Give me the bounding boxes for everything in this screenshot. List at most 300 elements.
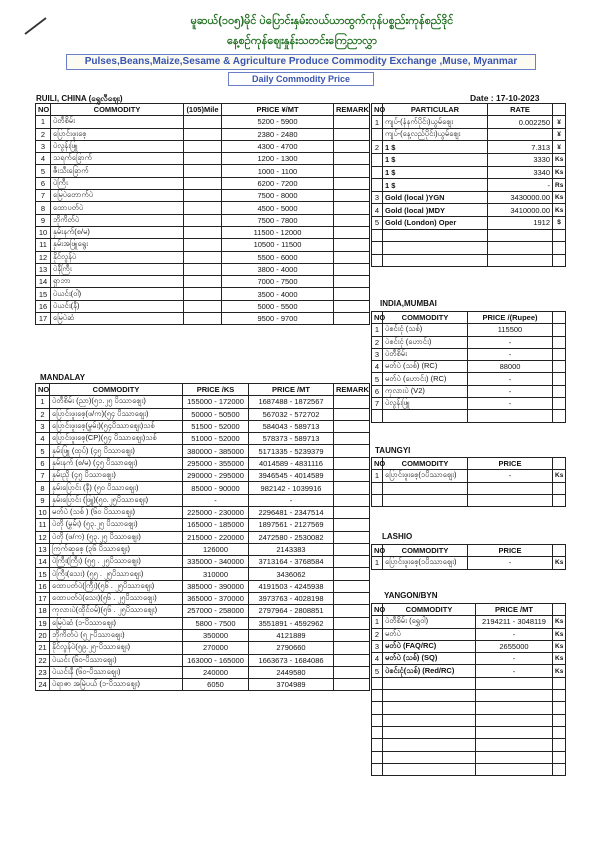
table-cell — [553, 726, 566, 738]
table-row — [36, 190, 370, 202]
table-cell: Ks — [553, 616, 566, 628]
table-cell: 2194211 - 3048119 — [476, 616, 553, 628]
table-cell: 9500 - 9700 — [222, 313, 334, 325]
table-cell: 7 — [372, 398, 383, 410]
table-cell: 3713164 - 3768584 — [249, 556, 334, 568]
column-header — [553, 312, 566, 324]
header-title-mm: မူဆယ်(၁၀၅)မိုင် ပဲပြောင်းနှမ်းလယ်ယာထွက်ကုန်ပစ္စည်းကုန်စည်ဒိုင် — [190, 15, 454, 27]
table-cell: ကျပ်-(နေ့လည်ပိုင်း)ယွမ်ဈေး — [383, 128, 488, 141]
table-cell: ¥ — [553, 116, 566, 129]
table-row — [36, 445, 370, 457]
table-cell: 3973763 - 4028198 — [249, 593, 334, 605]
table-cell: 257000 - 258000 — [183, 605, 249, 617]
table-cell: 7 — [36, 190, 51, 202]
table-cell: မတ်ပဲ (သစ် ) (၆၀ ပိဿာဈေး) — [50, 506, 183, 518]
table-row — [36, 420, 370, 432]
table-header-row — [36, 104, 370, 116]
table-cell — [553, 254, 566, 267]
table-cell — [184, 153, 222, 165]
table-cell: - — [468, 557, 553, 569]
table-row — [36, 140, 370, 152]
table-row — [36, 202, 370, 214]
table-cell: 225000 - 230000 — [183, 506, 249, 518]
table-cell — [334, 116, 370, 128]
column-header: PARTICULAR — [383, 104, 488, 116]
table-cell — [553, 398, 566, 410]
column-header: PRICE /MT — [476, 604, 553, 616]
ruili-label: RUILI, CHINA (ရွှေလီဈေး) — [36, 94, 123, 103]
table-cell: 88000 — [468, 361, 553, 373]
table-cell: မြေပဲဆံ — [51, 313, 184, 325]
table-row — [372, 763, 566, 775]
table-row — [36, 666, 370, 678]
table-cell: 380000 - 385000 — [183, 445, 249, 457]
table-cell: ကြက်ဆူစေ့ (၃၆ ပိဿာဈေး) — [50, 543, 183, 555]
table-cell: ပဲကြီး(ကြီး) (၅၅ . ၂၅ပိဿာဈေး) — [50, 556, 183, 568]
table-cell — [372, 254, 383, 267]
table-row — [372, 677, 566, 689]
table-row — [372, 128, 566, 141]
column-header: PRICE /MT — [249, 384, 334, 396]
table-cell — [372, 714, 383, 726]
table-row — [372, 116, 566, 129]
table-cell: Ks — [553, 470, 566, 482]
table-cell: 7500 - 7800 — [222, 214, 334, 226]
table-cell: 2449580 — [249, 666, 334, 678]
table-cell: 7 — [36, 470, 50, 482]
table-cell: မတ်ပဲ (ဟောင်း) (RC) — [383, 373, 468, 385]
table-cell: 9 — [36, 214, 51, 226]
table-cell: ကုလားပဲ(ထိုင်ဝမ်)(၅၆ . ၂၅ပိဿာဈေး) — [50, 605, 183, 617]
table-cell — [383, 242, 488, 255]
table-cell — [184, 177, 222, 189]
table-cell: 11 — [36, 239, 51, 251]
table-cell — [383, 726, 476, 738]
table-row — [36, 263, 370, 275]
mandalay-label: MANDALAY — [40, 373, 86, 382]
table-cell — [184, 202, 222, 214]
table-cell: 2797964 - 2808851 — [249, 605, 334, 617]
table-cell: 6 — [372, 385, 383, 397]
table-row — [372, 482, 566, 494]
header-title-en: Pulses,Beans,Maize,Sesame & Agriculture Produce Commodity Exchange ,Muse, Myanmar — [66, 54, 536, 70]
table-cell — [334, 128, 370, 140]
table-cell: 240000 — [183, 666, 249, 678]
table-cell: 567032 - 572702 — [249, 408, 334, 420]
table-header-row — [372, 104, 566, 116]
table-cell — [553, 494, 566, 506]
table-cell: မတ်ပဲ (သစ်) (SQ) — [383, 653, 476, 665]
table-cell: - — [183, 494, 249, 506]
table-cell: ပဲယင်း (၆၀-ပိဿာဈေး) — [50, 654, 183, 666]
table-cell: 1 $ — [383, 166, 488, 179]
table-cell — [334, 531, 370, 543]
table-cell — [334, 177, 370, 189]
table-cell: 1 — [372, 557, 383, 569]
table-row — [36, 568, 370, 580]
table-cell — [383, 690, 476, 702]
table-cell: ဇီးသီးခြောက် — [51, 165, 184, 177]
column-header: NO — [36, 104, 51, 116]
column-header — [553, 458, 566, 470]
table-cell: မတ်ပဲ — [383, 628, 476, 640]
table-cell — [383, 229, 488, 242]
table-cell: 2655000 — [476, 640, 553, 652]
table-cell: 5 — [372, 217, 383, 230]
table-cell — [184, 128, 222, 140]
table-cell: 4 — [36, 153, 51, 165]
table-cell — [334, 313, 370, 325]
column-header: COMMODITY — [383, 604, 476, 616]
table-cell: 1000 - 1100 — [222, 165, 334, 177]
table-cell — [372, 763, 383, 775]
table-cell — [334, 593, 370, 605]
table-cell — [334, 239, 370, 251]
table-cell — [383, 739, 476, 751]
table-cell: 3800 - 4000 — [222, 263, 334, 275]
table-row — [372, 665, 566, 677]
table-row — [36, 288, 370, 300]
table-cell: 1912 — [488, 217, 553, 230]
table-cell: 5 — [36, 445, 50, 457]
table-cell: 5800 - 7500 — [183, 617, 249, 629]
table-cell: 9 — [36, 494, 50, 506]
table-cell: ထောပတ်ပဲ(ကြီး)(၅၆ . ၂၅ပိဿာဈေး) — [50, 580, 183, 592]
table-cell: နှမ်းညို (၄၅ ပိဿာဈေး) — [50, 470, 183, 482]
table-cell — [488, 254, 553, 267]
table-cell — [476, 739, 553, 751]
table-cell: 1 $ — [383, 179, 488, 192]
table-cell: 2380 - 2480 — [222, 128, 334, 140]
table-cell: 126000 — [183, 543, 249, 555]
table-cell — [334, 226, 370, 238]
table-cell: 155000 - 172000 — [183, 396, 249, 408]
taungyi-price-table — [371, 457, 566, 507]
table-cell: Rs — [553, 179, 566, 192]
table-cell: - — [488, 179, 553, 192]
table-cell — [184, 165, 222, 177]
table-row — [372, 557, 566, 569]
column-header: NO — [372, 104, 383, 116]
table-cell — [184, 288, 222, 300]
table-cell — [372, 739, 383, 751]
table-row — [372, 191, 566, 204]
table-cell: 3430000.00 — [488, 191, 553, 204]
table-cell — [334, 445, 370, 457]
column-header: PRICE ¥/MT — [222, 104, 334, 116]
table-cell: 5 — [372, 373, 383, 385]
table-cell: - — [468, 348, 553, 360]
table-cell — [334, 202, 370, 214]
table-cell: 0.002250 — [488, 116, 553, 129]
table-row — [36, 482, 370, 494]
table-cell: မတ်ပဲ (သစ်) (RC) — [383, 361, 468, 373]
table-cell: $ — [553, 217, 566, 230]
table-row — [36, 457, 370, 469]
mandalay-price-table — [35, 383, 370, 691]
table-cell: Gold (local )MDY — [383, 204, 488, 217]
table-cell — [334, 153, 370, 165]
table-row — [36, 239, 370, 251]
column-header: NO — [372, 604, 383, 616]
table-cell: 2790660 — [249, 642, 334, 654]
table-cell: 5200 - 5900 — [222, 116, 334, 128]
table-cell: နှမ်းပြောင်း (နီ) (၅၀ ပိဿာဈေး) — [50, 482, 183, 494]
table-cell: 1687488 - 1872567 — [249, 396, 334, 408]
table-row — [36, 313, 370, 325]
table-cell — [553, 324, 566, 336]
table-cell — [476, 690, 553, 702]
table-cell — [372, 751, 383, 763]
table-cell: နှမ်းပြောင်း (ဖြူ)(၅၀.၂၅ပိဿာဈေး) — [50, 494, 183, 506]
table-cell: 20 — [36, 629, 50, 641]
table-cell: 1 — [372, 116, 383, 129]
table-cell: ပြောင်းဖူးစေ့(၁ပိဿာဈေး) — [383, 557, 468, 569]
table-cell: ပဲရာဇာ အမြဲပယ် (၁-ပိဿာဈေး) — [50, 679, 183, 691]
table-cell — [334, 482, 370, 494]
table-cell: ပဲနီကြီး — [51, 263, 184, 275]
table-cell — [334, 494, 370, 506]
column-header — [553, 604, 566, 616]
table-row — [36, 642, 370, 654]
table-cell — [553, 373, 566, 385]
table-cell: - — [476, 628, 553, 640]
table-cell — [334, 568, 370, 580]
table-cell — [184, 300, 222, 312]
table-cell: 11500 - 12000 — [222, 226, 334, 238]
column-header: REMARK — [334, 384, 370, 396]
table-row — [372, 229, 566, 242]
table-cell: 295000 - 355000 — [183, 457, 249, 469]
table-cell: 4 — [372, 204, 383, 217]
table-row — [36, 519, 370, 531]
table-cell — [383, 763, 476, 775]
table-cell: နှမ်းဖြူ (ထုပ်) (၄၅ ပိဿာဈေး) — [50, 445, 183, 457]
table-cell: 3 — [372, 191, 383, 204]
india-price-table — [371, 311, 566, 423]
table-cell: ပဲစင်းငုံ(သစ်) (Red/RC) — [383, 665, 476, 677]
table-cell — [334, 420, 370, 432]
table-cell: 2 — [372, 628, 383, 640]
table-cell: မတ်ပဲ (FAQ/RC) — [383, 640, 476, 652]
table-cell — [334, 506, 370, 518]
table-cell: 163000 - 165000 — [183, 654, 249, 666]
table-cell: 21 — [36, 642, 50, 654]
table-cell: ကျပ်-(နံနက်ပိုင်း)ယွမ်ဈေး — [383, 116, 488, 129]
table-cell — [383, 702, 476, 714]
table-cell — [334, 605, 370, 617]
table-cell: 7.313 — [488, 141, 553, 154]
table-cell: ပဲတီစိမ်း (ညာ)(၅၁.၂၅ ပိဿာဈေး) — [50, 396, 183, 408]
table-cell: ¥ — [553, 128, 566, 141]
table-cell: 365000 - 370000 — [183, 593, 249, 605]
table-cell: ပဲတို (ဖ/က) (၅၃.၂၅ ပိဿာဈေး) — [50, 531, 183, 543]
table-cell — [184, 226, 222, 238]
table-cell — [488, 128, 553, 141]
table-row — [372, 254, 566, 267]
table-row — [36, 214, 370, 226]
table-row — [372, 242, 566, 255]
table-cell: - — [468, 398, 553, 410]
table-cell — [334, 666, 370, 678]
table-cell: 17 — [36, 313, 51, 325]
table-cell — [334, 543, 370, 555]
table-cell — [553, 229, 566, 242]
table-cell: Gold (local )YGN — [383, 191, 488, 204]
column-header — [553, 545, 566, 557]
table-cell: 4014589 - 4831116 — [249, 457, 334, 469]
table-cell: 16 — [36, 300, 51, 312]
table-cell — [184, 140, 222, 152]
table-cell: 10500 - 11500 — [222, 239, 334, 251]
table-cell — [372, 229, 383, 242]
table-cell: Gold (London) Oper — [383, 217, 488, 230]
table-cell: 4 — [372, 653, 383, 665]
table-cell: 2143383 — [249, 543, 334, 555]
table-cell: 11 — [36, 519, 50, 531]
table-cell: 6050 — [183, 679, 249, 691]
column-header: PRICE — [468, 458, 553, 470]
table-cell — [184, 214, 222, 226]
table-cell: 1897561 - 2127569 — [249, 519, 334, 531]
column-header: NO — [372, 312, 383, 324]
table-cell: 10 — [36, 506, 50, 518]
taungyi-label: TAUNGYI — [375, 446, 411, 455]
table-cell: 3551891 - 4592962 — [249, 617, 334, 629]
table-cell: မြေပဲဆံ (၁-ပိဿာဈေး) — [50, 617, 183, 629]
table-cell — [184, 190, 222, 202]
table-row — [36, 396, 370, 408]
table-cell: 4 — [372, 361, 383, 373]
table-row — [36, 543, 370, 555]
table-cell: 24 — [36, 679, 50, 691]
table-cell: 335000 - 340000 — [183, 556, 249, 568]
table-cell: 1 $ — [383, 141, 488, 154]
table-cell: - — [468, 373, 553, 385]
table-cell: နိုင်လွန်ပဲ — [51, 251, 184, 263]
table-cell: ပြောင်းဖူးစေ့(ဖ/က)(၅၄ ပိဿာဈေး) — [50, 408, 183, 420]
table-cell: 1 — [36, 396, 50, 408]
table-row — [372, 141, 566, 154]
table-cell — [553, 361, 566, 373]
table-cell — [334, 300, 370, 312]
table-cell: 2 — [372, 336, 383, 348]
table-cell: 7500 - 8000 — [222, 190, 334, 202]
table-cell: 85000 - 90000 — [183, 482, 249, 494]
table-row — [36, 580, 370, 592]
table-cell — [372, 179, 383, 192]
table-cell: 6 — [36, 457, 50, 469]
table-cell — [468, 482, 553, 494]
column-header: COMMODITY — [383, 458, 468, 470]
table-cell: မြေပဲတောက်ပဲ — [51, 190, 184, 202]
table-cell: 5 — [36, 165, 51, 177]
table-cell: 3436062 — [249, 568, 334, 580]
table-cell: 8 — [36, 202, 51, 214]
table-row — [372, 348, 566, 360]
table-cell — [184, 116, 222, 128]
column-header: PRICE /(Rupee) — [468, 312, 553, 324]
table-row — [36, 629, 370, 641]
table-cell: 2 — [372, 141, 383, 154]
table-cell: 2472580 - 2530082 — [249, 531, 334, 543]
table-row — [372, 714, 566, 726]
table-cell — [383, 494, 468, 506]
table-row — [372, 653, 566, 665]
table-cell: ပဲတို (မွှမ်း) (၅၃.၂၅ ပိဿာဈေး) — [50, 519, 183, 531]
column-header: RATE — [488, 104, 553, 116]
table-row — [36, 128, 370, 140]
table-cell: ပဲလွန်းဖြူ — [51, 140, 184, 152]
table-cell — [334, 251, 370, 263]
table-cell: 3 — [372, 640, 383, 652]
table-cell: ပဲယင်း(ဝါ) — [51, 288, 184, 300]
table-header-row — [372, 545, 566, 557]
table-cell: 3340 — [488, 166, 553, 179]
table-row — [36, 153, 370, 165]
table-cell — [334, 642, 370, 654]
table-cell — [372, 726, 383, 738]
column-header: (105)Mile — [184, 104, 222, 116]
table-cell: 12 — [36, 531, 50, 543]
table-row — [36, 470, 370, 482]
table-cell — [476, 726, 553, 738]
table-row — [372, 385, 566, 397]
table-cell — [553, 714, 566, 726]
table-cell: 385000 - 390000 — [183, 580, 249, 592]
table-cell: 1 — [372, 470, 383, 482]
table-row — [372, 324, 566, 336]
column-header: COMMODITY — [51, 104, 184, 116]
table-row — [36, 165, 370, 177]
table-row — [36, 556, 370, 568]
table-cell — [372, 494, 383, 506]
table-cell: သရက်ခြောက် — [51, 153, 184, 165]
table-cell: ထောပတ်ပဲ(သေး)(၅၆ . ၂၅ပိဿာဈေး) — [50, 593, 183, 605]
table-row — [372, 690, 566, 702]
table-cell: 310000 — [183, 568, 249, 580]
table-cell: Ks — [553, 154, 566, 167]
column-header: PRICE /KS — [183, 384, 249, 396]
table-cell — [476, 677, 553, 689]
table-row — [36, 226, 370, 238]
table-cell: 1 — [372, 616, 383, 628]
table-cell: နှမ်းနက် (စ/မ) (၄၅ ပိဿာဈေး) — [50, 457, 183, 469]
table-cell — [334, 433, 370, 445]
table-row — [36, 679, 370, 691]
table-cell: နိုင်လွန်ပဲ(၅၉.၂၅-ပိဿာဈေး) — [50, 642, 183, 654]
table-cell: 17 — [36, 593, 50, 605]
table-cell: ရှာဘာ — [51, 276, 184, 288]
table-cell — [468, 494, 553, 506]
table-cell — [383, 677, 476, 689]
table-header-row — [36, 384, 370, 396]
table-cell: 7000 - 7500 — [222, 276, 334, 288]
table-cell: - — [249, 494, 334, 506]
table-cell — [476, 763, 553, 775]
table-cell: 1 — [372, 324, 383, 336]
table-cell — [372, 128, 383, 141]
table-cell — [476, 702, 553, 714]
table-cell: 3 — [36, 140, 51, 152]
table-row — [372, 217, 566, 230]
table-cell: ဘိုကိတ်ပဲ — [51, 214, 184, 226]
table-cell: 14 — [36, 276, 51, 288]
table-cell: ပဲတီစိမ်း — [383, 348, 468, 360]
table-row — [36, 506, 370, 518]
table-row — [372, 336, 566, 348]
bulletin-date: Date : 17-10-2023 — [470, 93, 540, 103]
